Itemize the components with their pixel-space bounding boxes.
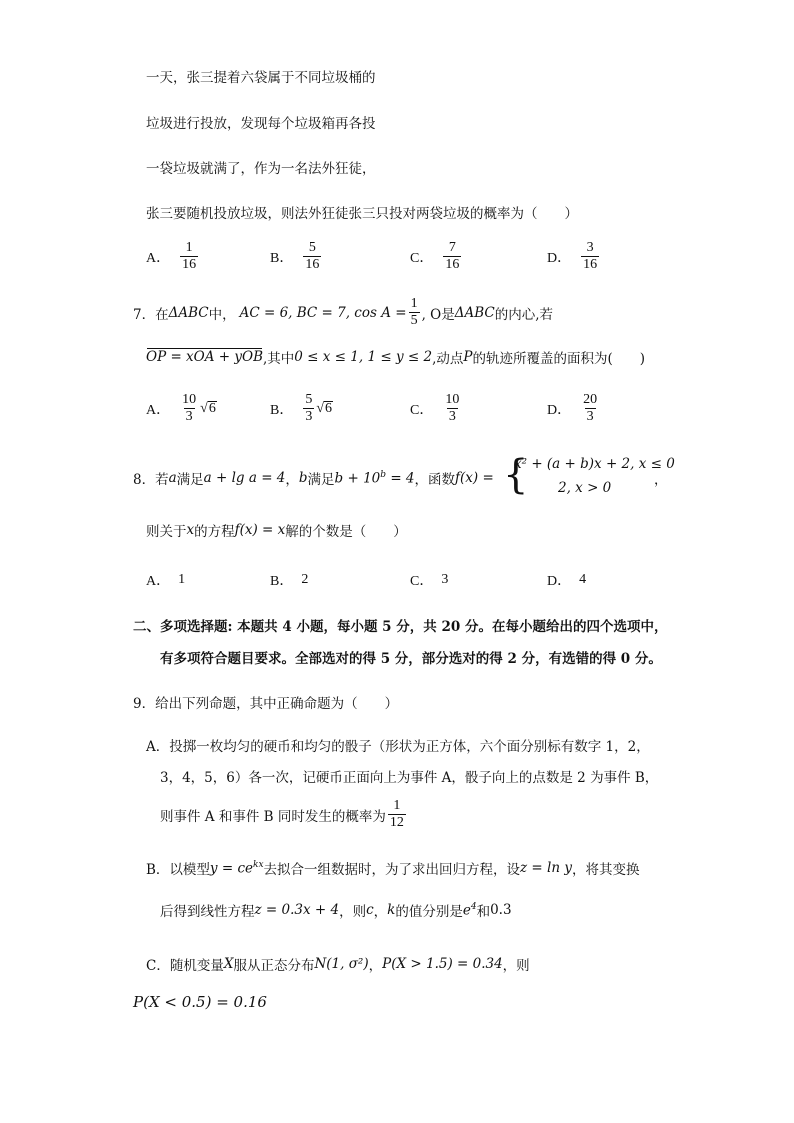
numerator: 10 <box>445 392 460 407</box>
q7-option-c <box>410 392 463 425</box>
q7-condition: AC = 6, BC = 7, cos A = <box>239 304 407 321</box>
option-label: D． <box>547 402 572 418</box>
option-fraction <box>180 240 198 273</box>
q9-var-c: c <box>366 902 374 918</box>
q8-stem-line2 <box>146 520 407 540</box>
q9-text: C．随机变量 <box>146 958 224 974</box>
q8-var-x: x <box>186 522 195 538</box>
q9-e4 <box>463 902 477 919</box>
q9-option-a-line1: A．投掷一枚均匀的硬币和均匀的骰子（形状为正方体，六个面分别标有数字 1，2， <box>146 739 650 755</box>
sqrt-radicand: 6 <box>208 401 216 416</box>
sqrt-radicand: 6 <box>325 401 333 416</box>
option-value: 3 <box>441 572 449 587</box>
option-value: 2 <box>301 572 309 587</box>
q7-text: 中， <box>208 306 236 323</box>
q7-number: 7． <box>133 306 156 323</box>
q7-option-a <box>146 392 217 425</box>
denominator: 16 <box>445 257 460 272</box>
q8-text: 满足 <box>176 472 204 488</box>
numerator: 7 <box>448 240 456 255</box>
option-fraction <box>180 392 198 425</box>
denominator: 16 <box>583 257 598 272</box>
q6-line2: 垃圾进行投放，发现每个垃圾箱再各投 <box>146 116 376 132</box>
option-label: B． <box>270 402 294 418</box>
q9-var-k: k <box>387 902 396 918</box>
q7-cos-fraction <box>409 296 420 329</box>
q9-stem: 9．给出下列命题，其中正确命题为（ ） <box>133 696 399 712</box>
option-label: B． <box>270 250 294 266</box>
option-label: B． <box>270 574 294 589</box>
q8-option-b <box>270 570 308 590</box>
q9-prob-greater: P(X > 1.5) = 0.34 <box>382 956 503 972</box>
model-exponent: kx <box>253 859 264 870</box>
option-fraction <box>443 240 461 273</box>
option-label: A． <box>146 574 171 589</box>
q7-text: 的内心,若 <box>494 306 554 323</box>
q9-text: ， <box>373 904 388 920</box>
option-fraction <box>581 392 599 425</box>
q9-prob-less: P(X < 0.5) = 0.16 <box>133 993 267 1011</box>
q9-normal-dist: N(1, σ²) <box>314 956 369 972</box>
e-base: e <box>462 902 471 919</box>
numerator: 5 <box>308 240 316 255</box>
q8-equation-b <box>335 470 415 487</box>
q6-option-c <box>410 240 463 273</box>
q8-var-b: b <box>298 470 308 486</box>
q9-text: 的值分别是 <box>395 904 463 920</box>
q7-text: 在 <box>155 306 169 323</box>
numerator: 5 <box>305 392 313 407</box>
q8-function: f(x) = <box>455 470 494 486</box>
model-base: y = ce <box>209 860 253 877</box>
option-fraction <box>581 240 599 273</box>
q7-text: ,动点 <box>432 351 464 367</box>
q8-equation: f(x) = x <box>234 522 286 538</box>
q9-option-b-line1 <box>146 858 639 878</box>
option-label: C． <box>410 402 434 418</box>
q9-text: ，将其变换 <box>571 862 640 878</box>
denominator: 16 <box>305 257 320 272</box>
numerator: 1 <box>410 296 418 311</box>
q9-var-X: X <box>223 956 234 972</box>
q9-text: B．以模型 <box>146 862 210 878</box>
q7-range: 0 ≤ x ≤ 1, 1 ≤ y ≤ 2 <box>294 349 433 365</box>
q8-text: 若 <box>155 472 169 488</box>
sqrt-symbol: √ <box>200 400 208 416</box>
e-exponent: 4 <box>470 901 477 912</box>
section2-heading-line2: 有多项符合题目要求。全部选对的得 5 分，部分选对的得 2 分，有选错的得 0 分。 <box>160 651 662 667</box>
q7-vector-equation: OP = xOA + yOB <box>146 349 263 365</box>
q8-brace: { <box>503 452 529 498</box>
q9-text: 后得到线性方程 <box>160 904 255 920</box>
q6-option-d <box>547 240 601 273</box>
q9-text: 和 <box>476 904 491 920</box>
sqrt-symbol: √ <box>316 400 325 416</box>
option-label: A． <box>146 402 171 418</box>
q9-value: 0.3 <box>490 902 512 918</box>
q9-text: 服从正态分布 <box>233 958 315 974</box>
option-label: C． <box>410 250 434 266</box>
denominator: 3 <box>448 409 456 424</box>
option-label: A． <box>146 250 171 266</box>
q9-option-c-line1 <box>146 954 530 974</box>
q7-option-d <box>547 392 601 425</box>
q8-option-c <box>410 570 448 590</box>
numerator: 3 <box>586 240 594 255</box>
q9-option-a-line3 <box>160 798 408 831</box>
section2-heading-line1: 二、多项选择题: 本题共 4 小题，每小题 5 分，共 20 分。在每小题给出的四个选项中， <box>133 619 668 635</box>
eq-base: b + 10 <box>334 470 381 487</box>
q8-equation-a: a + lg a = 4 <box>203 470 286 486</box>
q8-case2: 2, x > 0 <box>558 480 612 496</box>
q9-substitution: z = ln y <box>520 860 572 876</box>
q9-text: ， <box>368 958 383 974</box>
q8-var-a: a <box>168 470 177 486</box>
q9-option-a-line2: 3，4，5，6）各一次，记硬币正面向上为事件 A，骰子向上的点数是 2 为事件 B， <box>160 770 659 786</box>
numerator: 1 <box>393 798 401 813</box>
option-fraction <box>303 240 321 273</box>
q7-point-p: P <box>463 349 473 365</box>
q7-option-b <box>270 392 333 425</box>
q8-text: 满足 <box>307 472 335 488</box>
q9-model <box>210 860 264 877</box>
q6-line3: 一袋垃圾就满了，作为一名法外狂徒， <box>146 161 376 177</box>
option-label: C． <box>410 574 434 589</box>
q8-case1: x² + (a + b)x + 2, x ≤ 0 <box>514 456 675 472</box>
q6-option-a <box>146 240 200 273</box>
option-fraction <box>303 392 314 425</box>
q8-text: 则关于 <box>146 524 187 540</box>
option-fraction <box>443 392 461 425</box>
denominator: 12 <box>389 815 404 830</box>
q6-line1: 一天，张三提着六袋属于不同垃圾桶的 <box>146 70 376 86</box>
q8-option-a <box>146 570 185 590</box>
q7-text: ,其中 <box>263 351 295 367</box>
option-label: D． <box>547 250 572 266</box>
q7-triangle: ΔABC <box>168 304 209 321</box>
q7-stem-line1 <box>133 296 553 329</box>
option-value: 1 <box>178 572 186 587</box>
denominator: 16 <box>182 257 197 272</box>
numerator: 1 <box>185 240 193 255</box>
option-value: 4 <box>579 572 587 587</box>
q8-text: 解的个数是（ ） <box>285 524 407 540</box>
q8-text: ， <box>285 472 299 488</box>
q8-text: ，函数 <box>414 472 456 488</box>
q7-text: 的轨迹所覆盖的面积为( ) <box>472 351 645 367</box>
numerator: 20 <box>583 392 598 407</box>
option-label: D． <box>547 574 572 589</box>
q9-linear-equation: z = 0.3x + 4 <box>254 902 340 918</box>
q7-triangle: ΔABC <box>454 304 495 321</box>
eq-end: = 4 <box>386 470 415 487</box>
q9-text: ，则 <box>502 958 530 974</box>
denominator: 3 <box>185 409 193 424</box>
q7-text: , O是 <box>421 306 455 323</box>
denominator: 5 <box>410 313 418 328</box>
q9-text: ，则 <box>339 904 367 920</box>
q9-option-b-line2 <box>160 900 512 920</box>
q7-stem-line2 <box>146 347 645 367</box>
q8-comma: ， <box>654 472 668 488</box>
q8-stem-line1 <box>133 468 494 488</box>
numerator: 10 <box>182 392 197 407</box>
q8-text: 的方程 <box>194 524 235 540</box>
q8-number: 8． <box>133 472 156 488</box>
q9-probability-fraction <box>388 798 406 831</box>
eq-exponent: b <box>380 469 387 480</box>
q9-text: 则事件 A 和事件 B 同时发生的概率为 <box>160 808 386 825</box>
q9-text: 去拟合一组数据时，为了求出回归方程，设 <box>263 862 521 878</box>
denominator: 3 <box>305 409 313 424</box>
denominator: 3 <box>586 409 594 424</box>
q6-line4: 张三要随机投放垃圾，则法外狂徒张三只投对两袋垃圾的概率为（ ） <box>146 206 578 222</box>
q8-option-d <box>547 570 586 590</box>
q6-option-b <box>270 240 323 273</box>
